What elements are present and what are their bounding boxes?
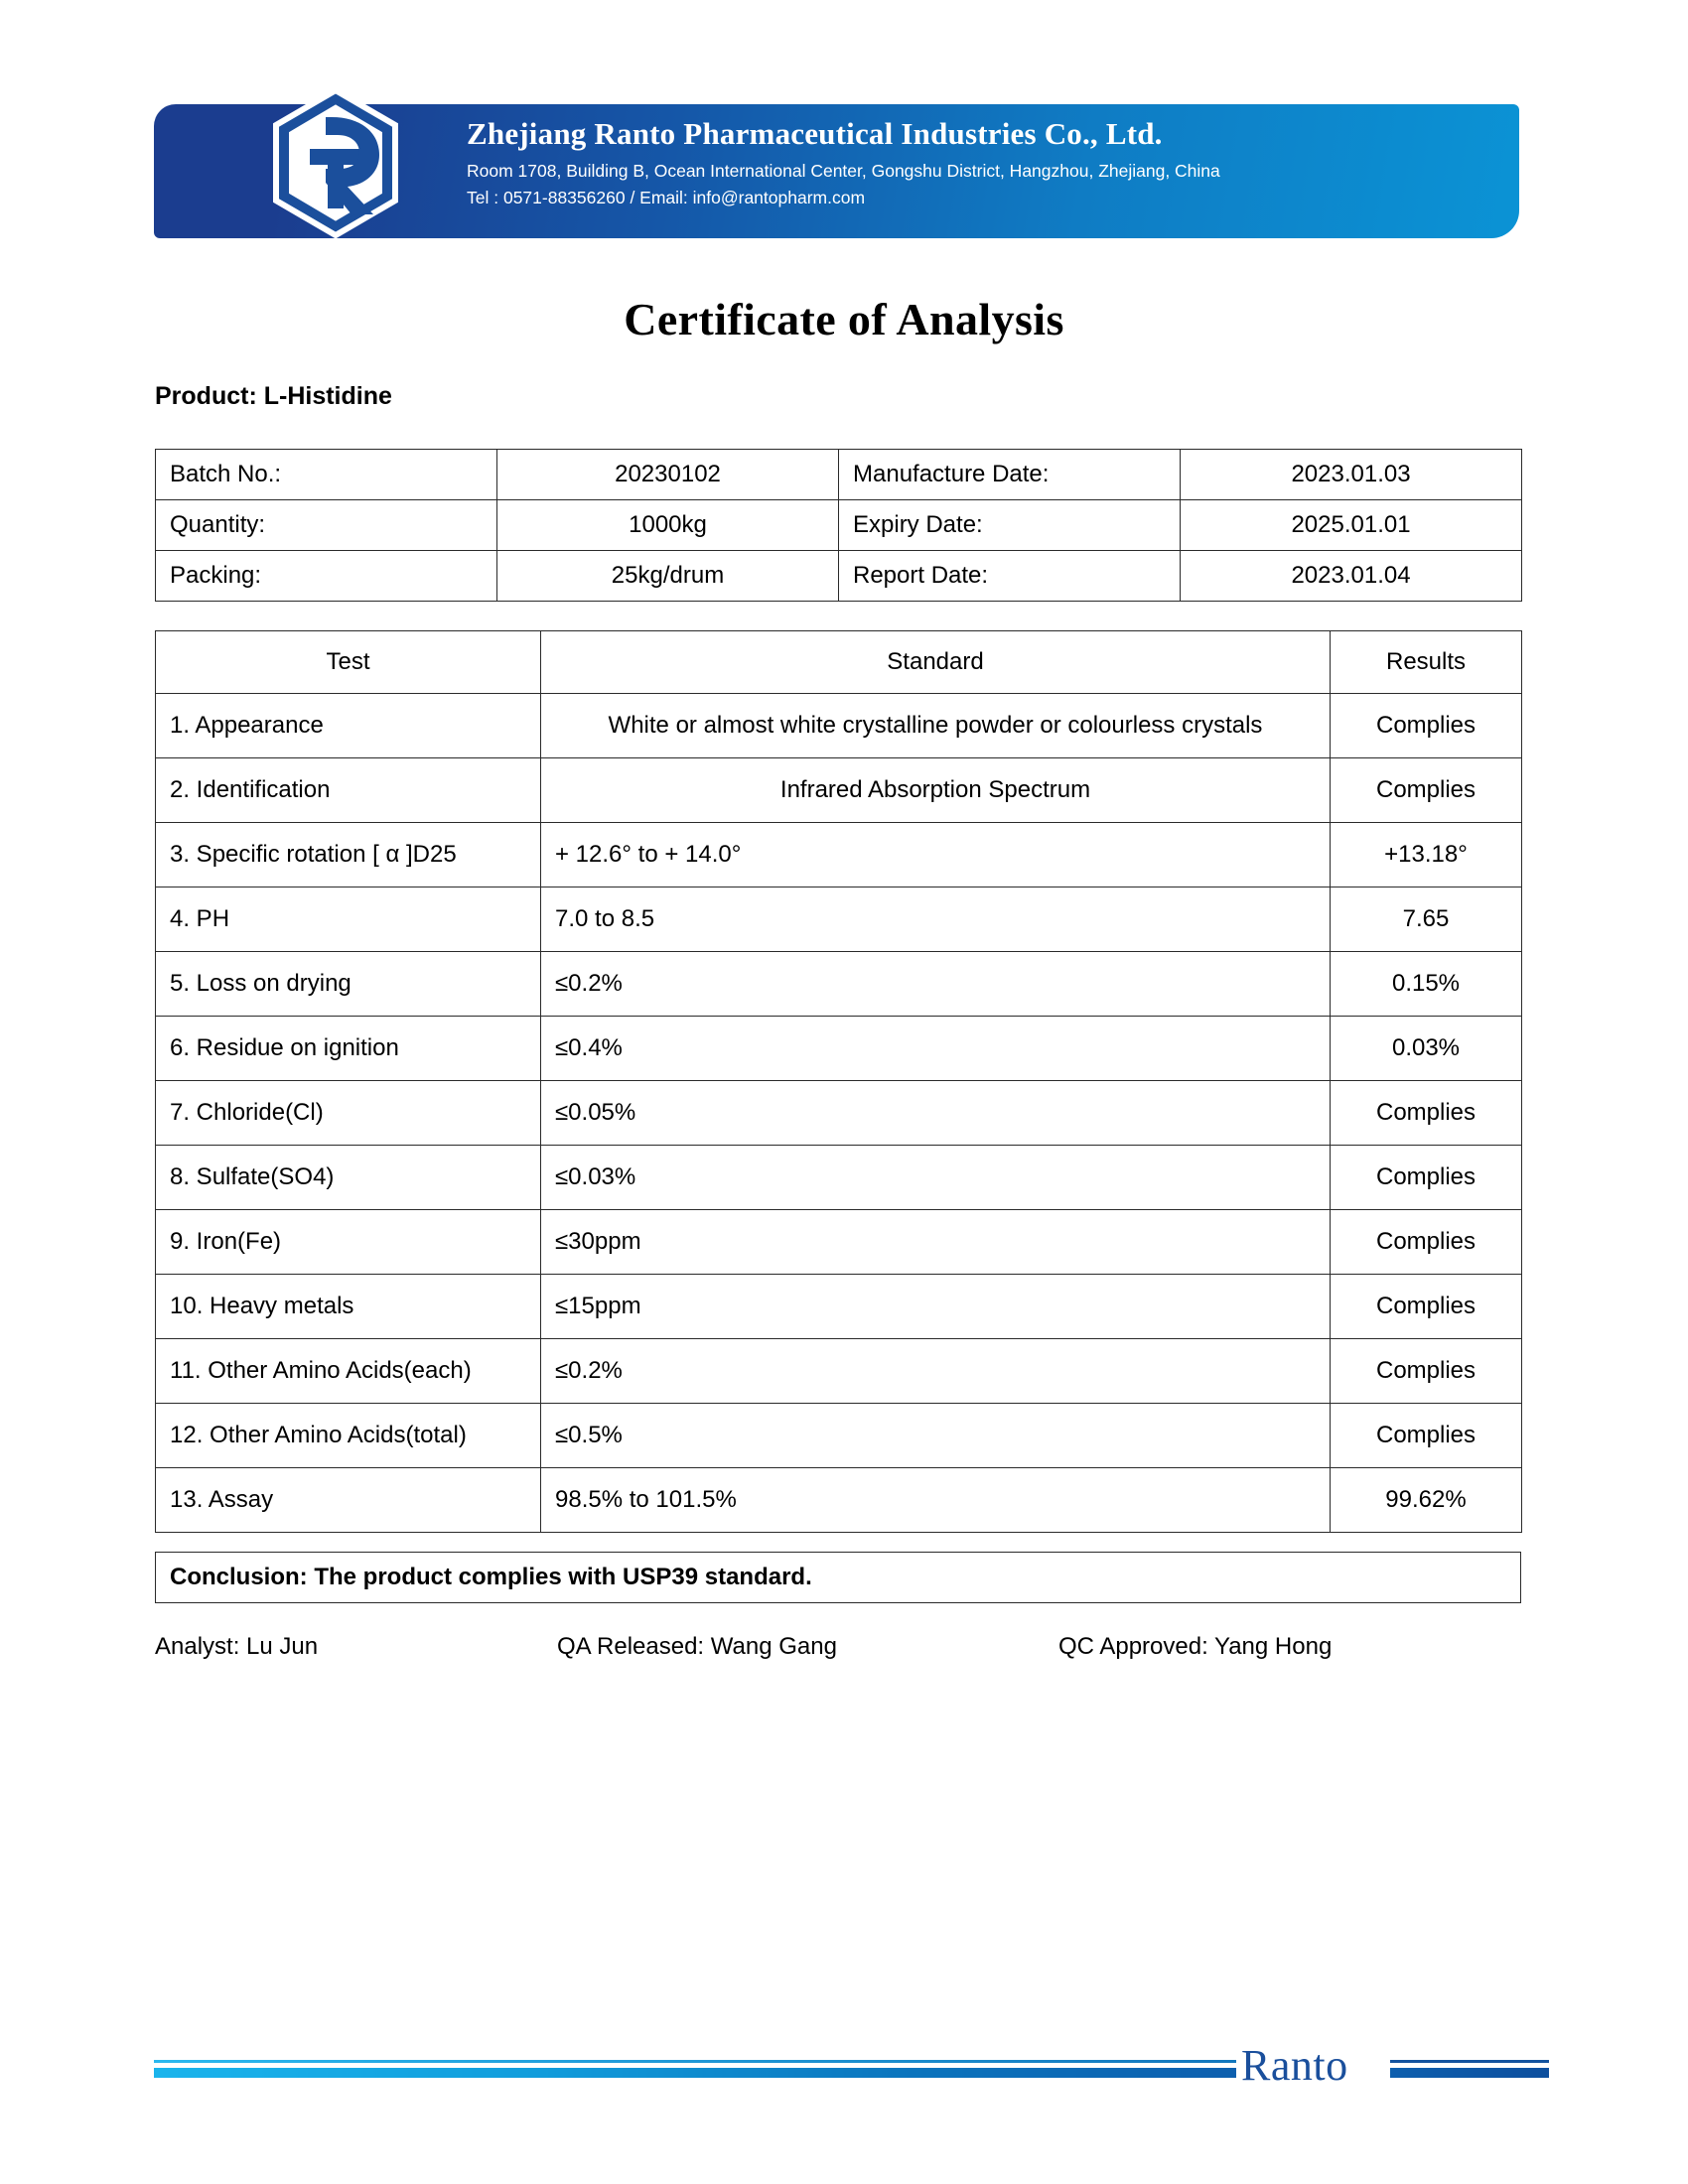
result-cell: 0.15% <box>1331 952 1522 1017</box>
table-row <box>156 1339 1522 1404</box>
table-row <box>156 1210 1522 1275</box>
result-cell: Complies <box>1331 1210 1522 1275</box>
table-row <box>156 1081 1522 1146</box>
table-row <box>156 758 1522 823</box>
test-name-cell: 7. Chloride(Cl) <box>156 1081 541 1146</box>
product-label: Product: L-Histidine <box>155 382 392 410</box>
standard-cell: 7.0 to 8.5 <box>541 887 1331 952</box>
standard-cell: Infrared Absorption Spectrum <box>541 758 1331 823</box>
result-cell: Complies <box>1331 758 1522 823</box>
table-row <box>156 450 1522 500</box>
qa-released-signature: QA Released: Wang Gang <box>557 1633 837 1660</box>
footer-rule-right <box>1390 2068 1549 2078</box>
standard-cell: ≤0.4% <box>541 1017 1331 1081</box>
table-row <box>156 1017 1522 1081</box>
result-cell: Complies <box>1331 1081 1522 1146</box>
table-row <box>156 1404 1522 1468</box>
company-address: Room 1708, Building B, Ocean International Center, Gongshu District, Hangzhou, Zhejiang, China <box>467 161 1220 182</box>
batch-no-value: 20230102 <box>497 450 839 500</box>
test-name-cell: 11. Other Amino Acids(each) <box>156 1339 541 1404</box>
result-cell: Complies <box>1331 694 1522 758</box>
test-name-cell: 3. Specific rotation [ α ]D25 <box>156 823 541 887</box>
test-name-cell: 8. Sulfate(SO4) <box>156 1146 541 1210</box>
qc-approved-signature: QC Approved: Yang Hong <box>1058 1633 1333 1660</box>
test-name-cell: 4. PH <box>156 887 541 952</box>
quantity-value: 1000kg <box>497 500 839 551</box>
table-row <box>156 1468 1522 1533</box>
standard-cell: ≤0.05% <box>541 1081 1331 1146</box>
result-cell: +13.18° <box>1331 823 1522 887</box>
test-name-cell: 9. Iron(Fe) <box>156 1210 541 1275</box>
table-row <box>156 1275 1522 1339</box>
batch-info-table <box>155 449 1522 602</box>
manufacture-date-label: Manufacture Date: <box>839 450 1181 500</box>
company-info <box>467 117 1440 211</box>
result-cell: Complies <box>1331 1339 1522 1404</box>
standard-cell: ≤0.03% <box>541 1146 1331 1210</box>
footer-rule-left-thin <box>154 2060 1236 2063</box>
result-cell: Complies <box>1331 1146 1522 1210</box>
standard-cell: White or almost white crystalline powder or colourless crystals <box>541 694 1331 758</box>
page-title: Certificate of Analysis <box>624 294 1064 344</box>
test-name-cell: 12. Other Amino Acids(total) <box>156 1404 541 1468</box>
test-name-cell: 13. Assay <box>156 1468 541 1533</box>
table-header-row <box>156 631 1522 694</box>
batch-no-label: Batch No.: <box>156 450 497 500</box>
quantity-label: Quantity: <box>156 500 497 551</box>
test-results-table <box>155 630 1522 1533</box>
footer-rule-left <box>154 2068 1236 2078</box>
packing-label: Packing: <box>156 551 497 602</box>
standard-cell: 98.5% to 101.5% <box>541 1468 1331 1533</box>
column-header-standard: Standard <box>541 631 1331 694</box>
standard-cell: ≤15ppm <box>541 1275 1331 1339</box>
conclusion-box <box>155 1552 1521 1603</box>
report-date-label: Report Date: <box>839 551 1181 602</box>
analyst-signature: Analyst: Lu Jun <box>155 1633 319 1660</box>
manufacture-date-value: 2023.01.03 <box>1181 450 1522 500</box>
table-row <box>156 887 1522 952</box>
result-cell: 0.03% <box>1331 1017 1522 1081</box>
company-contact: Tel : 0571-88356260 / Email: info@rantopharm.com <box>467 188 866 208</box>
standard-cell: + 12.6° to + 14.0° <box>541 823 1331 887</box>
column-header-results: Results <box>1331 631 1522 694</box>
test-name-cell: 10. Heavy metals <box>156 1275 541 1339</box>
table-row <box>156 823 1522 887</box>
table-row <box>156 952 1522 1017</box>
standard-cell: ≤0.2% <box>541 1339 1331 1404</box>
packing-value: 25kg/drum <box>497 551 839 602</box>
standard-cell: ≤30ppm <box>541 1210 1331 1275</box>
conclusion-text: Conclusion: The product complies with USP39 standard. <box>170 1564 812 1590</box>
company-logo <box>270 87 401 238</box>
footer-rule-right-thin <box>1390 2060 1549 2063</box>
result-cell: 7.65 <box>1331 887 1522 952</box>
test-name-cell: 1. Appearance <box>156 694 541 758</box>
test-name-cell: 6. Residue on ignition <box>156 1017 541 1081</box>
report-date-value: 2023.01.04 <box>1181 551 1522 602</box>
expiry-date-label: Expiry Date: <box>839 500 1181 551</box>
test-name-cell: 5. Loss on drying <box>156 952 541 1017</box>
expiry-date-value: 2025.01.01 <box>1181 500 1522 551</box>
table-row <box>156 1146 1522 1210</box>
test-name-cell: 2. Identification <box>156 758 541 823</box>
footer-brand: Ranto <box>1241 2041 1348 2090</box>
result-cell: Complies <box>1331 1275 1522 1339</box>
company-name: Zhejiang Ranto Pharmaceutical Industries Co., Ltd. <box>467 116 1163 151</box>
page-footer <box>0 2020 1688 2110</box>
table-row <box>156 694 1522 758</box>
standard-cell: ≤0.5% <box>541 1404 1331 1468</box>
result-cell: 99.62% <box>1331 1468 1522 1533</box>
column-header-test: Test <box>156 631 541 694</box>
result-cell: Complies <box>1331 1404 1522 1468</box>
table-row <box>156 551 1522 602</box>
standard-cell: ≤0.2% <box>541 952 1331 1017</box>
table-row <box>156 500 1522 551</box>
